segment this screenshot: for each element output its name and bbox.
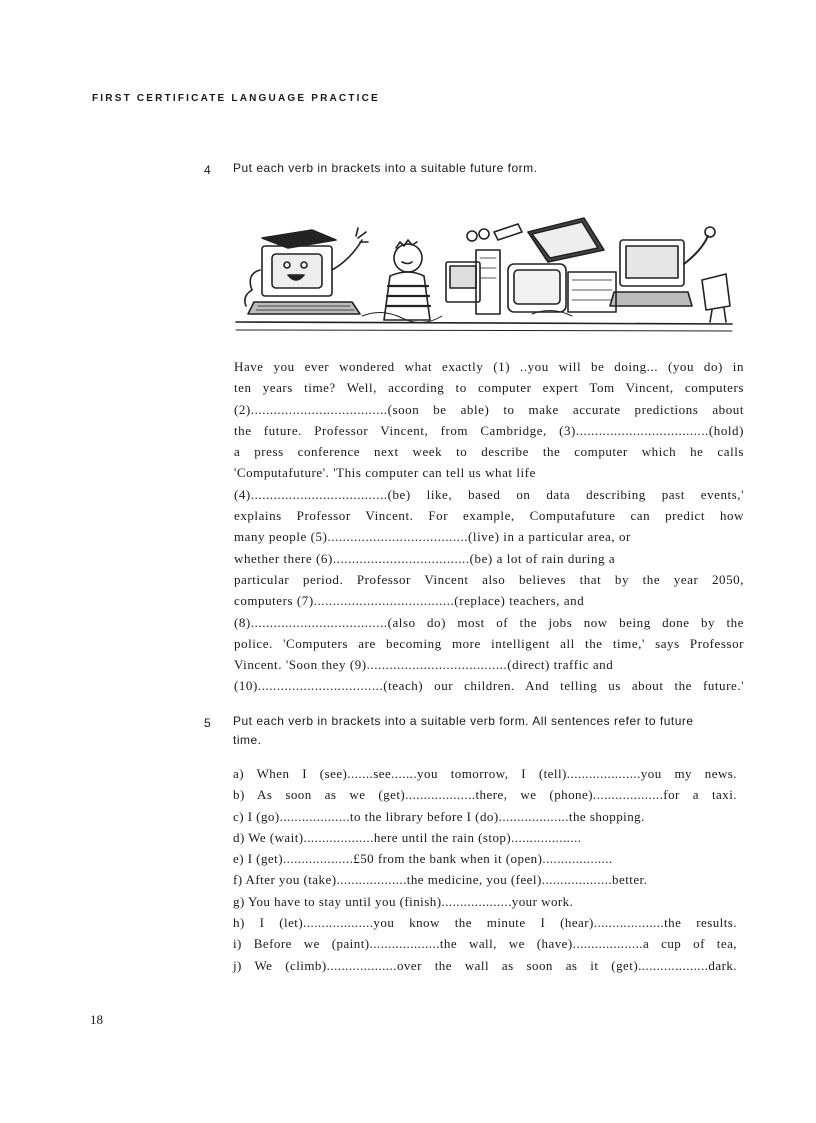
passage-line: 'Computafuture'. 'This computer can tell us what life bbox=[234, 465, 536, 481]
exercise-4-instruction: Put each verb in brackets into a suitable future form. bbox=[233, 161, 538, 175]
exercise-4-number: 4 bbox=[204, 163, 212, 177]
exercise-4-passage bbox=[234, 356, 744, 697]
passage-line: police. 'Computers are becoming more intelligent all the time,' says Professor bbox=[234, 635, 744, 651]
sentence-item: i) Before we (paint)...................the wall, we (have)...................a cup of tea, bbox=[233, 936, 737, 952]
sentence-item: b) As soon as we (get)...................there, we (phone)...................for a taxi. bbox=[233, 787, 737, 803]
passage-line: (4)....................................(be) like, based on data describing past events,' bbox=[234, 486, 744, 502]
sentence-item: a) When I (see).......see.......you tomorrow, I (tell)....................you my news. bbox=[233, 766, 737, 781]
passage-line: (2)....................................(soon be able) to make accurate predictions about bbox=[234, 401, 744, 417]
passage-line: particular period. Professor Vincent also believes that by the year 2050, bbox=[234, 571, 744, 587]
page-number: 18 bbox=[90, 1012, 103, 1027]
passage-line: a press conference next week to describe the computer which he calls bbox=[234, 444, 744, 460]
cartoon-computers-illustration bbox=[232, 210, 738, 335]
sentence-item: d) We (wait)...................here until the rain (stop)................... bbox=[233, 829, 582, 845]
sentence-item: h) I (let)...................you know the minute I (hear)...................the results. bbox=[233, 915, 737, 931]
passage-line: whether there (6)....................................(be) a lot of rain during a bbox=[234, 550, 616, 566]
passage-line: ten years time? Well, according to computer expert Tom Vincent, computers bbox=[234, 380, 744, 396]
passage-line: explains Professor Vincent. For example, Computafuture can predict how bbox=[234, 508, 744, 524]
sentence-item: j) We (climb)...................over the wall as soon as it (get)...................dark. bbox=[233, 957, 737, 973]
passage-line: (8)....................................(also do) most of the jobs now being done by the bbox=[234, 614, 744, 630]
exercise-5-sentences bbox=[233, 763, 737, 976]
exercise-5-instruction-line1: Put each verb in brackets into a suitable verb form. All sentences refer to future bbox=[233, 714, 694, 728]
exercise-5-instruction-line2: time. bbox=[233, 733, 262, 747]
running-head: FIRST CERTIFICATE LANGUAGE PRACTICE bbox=[92, 93, 380, 104]
passage-line: computers (7).....................................(replace) teachers, and bbox=[234, 593, 585, 609]
passage-line: Vincent. 'Soon they (9).....................................(direct) traffic and bbox=[234, 657, 614, 673]
sentence-item: e) I (get)...................£50 from the bank when it (open)................... bbox=[233, 851, 613, 867]
sentence-item: c) I (go)...................to the library before I (do)...................the shopping. bbox=[233, 808, 645, 824]
passage-line: Have you ever wondered what exactly (1) ..you will be doing... (you do) in bbox=[234, 359, 744, 374]
passage-line: the future. Professor Vincent, from Cambridge, (3)...................................(hold) bbox=[234, 422, 744, 438]
sentence-item: f) After you (take)...................the medicine, you (feel)...................better. bbox=[233, 872, 648, 888]
passage-line: many people (5).....................................(live) in a particular area, or bbox=[234, 529, 631, 545]
passage-line: (10).................................(teach) our children. And telling us about the future.' bbox=[234, 678, 744, 694]
sentence-item: g) You have to stay until you (finish)...................your work. bbox=[233, 893, 574, 909]
exercise-5-number: 5 bbox=[204, 716, 212, 730]
